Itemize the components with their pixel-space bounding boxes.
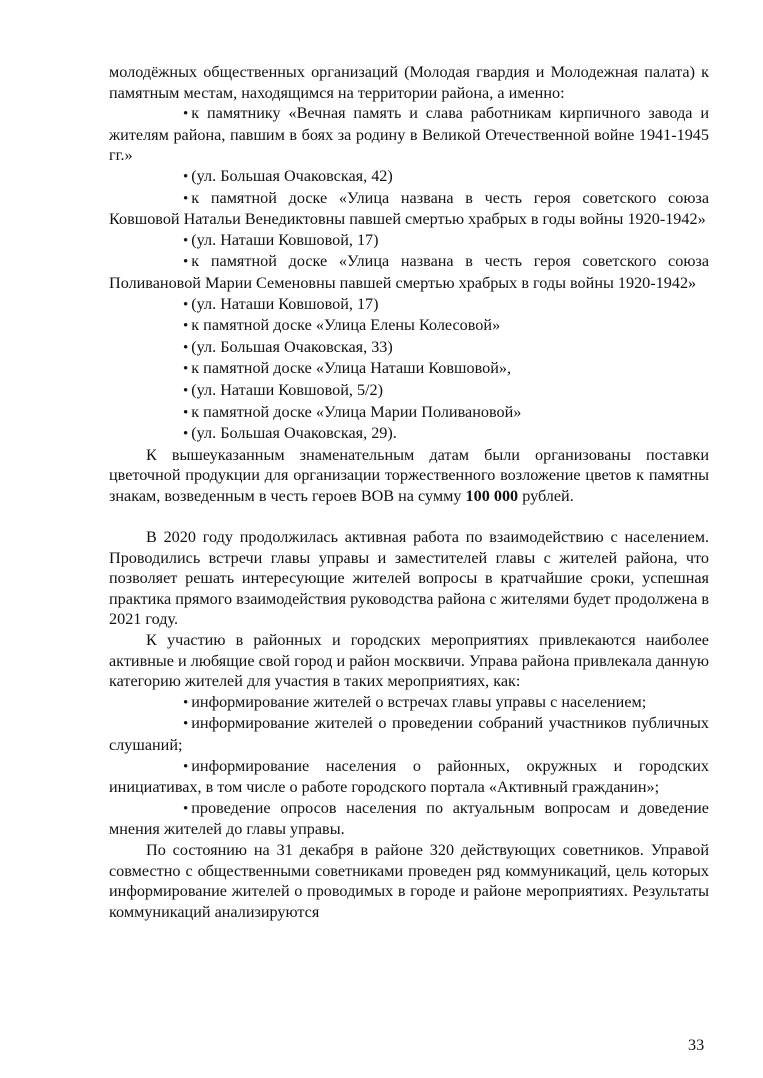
activity-item: • информирование жителей о проведении собраний участников публичных слушаний; — [109, 713, 709, 755]
participation-paragraph: К участию в районных и городских мероприятиях привлекаются наиболее активные и любящие свой город и район москвичи. Управа района привлекала данную категорию жителей для участия в таких мероприятиях, как: — [109, 631, 709, 691]
intro-paragraph: молодёжных общественных организаций (Молодая гвардия и Молодежная палата) к памятным местам, находящимся на территории района, а именно: — [109, 63, 709, 102]
flower-supply-text: К вышеуказанным знаменательным датам были организованы поставки цветочной продукции для организации торжественного возложение цветов к памятны знакам, возведенным в честь героев ВОВ на сумму — [109, 445, 709, 505]
flower-supply-currency: рублей. — [518, 486, 574, 505]
activity-item: • информирование населения о районных, окружных и городских инициативах, в том числе о работе городского портала «Активный гражданин»; — [109, 756, 709, 798]
document-page — [109, 62, 709, 922]
flower-supply-amount: 100 000 — [465, 486, 519, 505]
flower-supply-paragraph — [109, 445, 709, 507]
memorial-item: • к памятной доске «Улица Марии Поливановой» — [109, 402, 709, 424]
memorial-address: • (ул. Большая Очаковская, 42) — [109, 166, 709, 188]
memorial-item: • к памятнику «Вечная память и слава работникам кирпичного завода и жителям района, павшим в боях за родину в Великой Отечественной войне 1941-1945 гг.» — [109, 103, 709, 166]
memorial-address: • (ул. Большая Очаковская, 33) — [109, 337, 709, 359]
memorial-address: • (ул. Наташи Ковшовой, 5/2) — [109, 380, 709, 402]
memorial-address: • (ул. Наташи Ковшовой, 17) — [109, 294, 709, 316]
activity-item: • проведение опросов населения по актуальным вопросам и доведение мнения жителей до главы управы. — [109, 798, 709, 840]
memorial-address: • (ул. Наташи Ковшовой, 17) — [109, 230, 709, 252]
memorial-item: • к памятной доске «Улица Наташи Ковшовой», — [109, 358, 709, 380]
memorial-item: • к памятной доске «Улица названа в честь героя советского союза Поливановой Марии Семеновны павшей смертью храбрых в годы войны 1920-1942» — [109, 251, 709, 293]
activity-item: • информирование жителей о встречах главы управы с населением; — [109, 692, 709, 714]
memorial-item: • к памятной доске «Улица Елены Колесовой» — [109, 315, 709, 337]
advisors-paragraph: По состоянию на 31 декабря в районе 320 действующих советников. Управой совместно с общественными советниками проведен ряд коммуникаций, цель которых информирование жителей о проводимых в городе и районе мероприятиях. Результаты коммуникаций анализируются — [109, 840, 709, 921]
paragraph-gap — [109, 506, 709, 527]
page-number: 33 — [688, 1036, 705, 1054]
interaction-paragraph: В 2020 году продолжилась активная работа по взаимодействию с населением. Проводились встречи главы управы и заместителей главы с жителей района, что позволяет решать интересующие жителей вопросы в кратчайшие сроки, успешная практика прямого взаимодействия руководства района с жителями будет продолжена в 2021 году. — [109, 528, 709, 629]
memorial-address: • (ул. Большая Очаковская, 29). — [109, 423, 709, 445]
memorial-item: • к памятной доске «Улица названа в честь героя советского союза Ковшовой Натальи Венедиктовны павшей смертью храбрых в годы войны 1920-1942» — [109, 188, 709, 230]
